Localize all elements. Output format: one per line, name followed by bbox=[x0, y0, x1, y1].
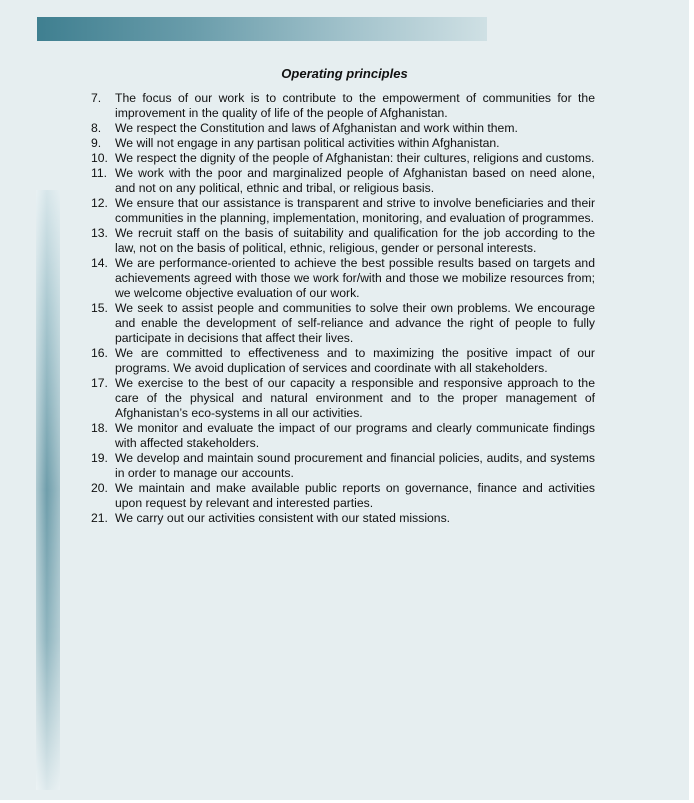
item-number: 15. bbox=[91, 301, 108, 315]
item-number: 14. bbox=[91, 256, 108, 270]
item-text: We respect the dignity of the people of Afghanistan: their cultures, religions and customs. bbox=[115, 151, 595, 165]
item-number: 11. bbox=[91, 166, 108, 180]
item-text: We exercise to the best of our capacity a responsible and responsive approach to the care of the physical and natural environment and to the proper management of Afghanistan’s eco-systems in all our activities. bbox=[115, 376, 595, 420]
item-number: 20. bbox=[91, 481, 108, 495]
item-number: 7. bbox=[91, 91, 102, 105]
item-number: 10. bbox=[91, 151, 108, 165]
principle-item bbox=[91, 346, 595, 376]
header-decorative-band bbox=[37, 17, 487, 41]
item-text: The focus of our work is to contribute to the empowerment of communities for the improvement in the quality of life of the people of Afghanistan. bbox=[115, 91, 595, 120]
item-text: We respect the Constitution and laws of Afghanistan and work within them. bbox=[115, 121, 518, 135]
item-number: 17. bbox=[91, 376, 108, 390]
item-text: We will not engage in any partisan political activities within Afghanistan. bbox=[115, 136, 500, 150]
item-number: 18. bbox=[91, 421, 108, 435]
principle-item bbox=[91, 301, 595, 346]
principle-item bbox=[91, 121, 595, 136]
item-text: We develop and maintain sound procurement and financial policies, audits, and systems in order to manage our accounts. bbox=[115, 451, 595, 480]
side-decorative-band bbox=[36, 190, 60, 790]
principle-item bbox=[91, 226, 595, 256]
principle-item bbox=[91, 166, 595, 196]
item-text: We maintain and make available public reports on governance, finance and activities upon request by relevant and interested parties. bbox=[115, 481, 595, 510]
principle-item bbox=[91, 451, 595, 481]
item-text: We carry out our activities consistent with our stated missions. bbox=[115, 511, 451, 525]
item-number: 9. bbox=[91, 136, 102, 150]
item-text: We ensure that our assistance is transparent and strive to involve beneficiaries and their communities in the planning, implementation, monitoring, and evaluation of programmes. bbox=[115, 196, 595, 225]
section-title: Operating principles bbox=[281, 66, 408, 81]
item-number: 12. bbox=[91, 196, 108, 210]
item-number: 16. bbox=[91, 346, 108, 360]
principle-item bbox=[91, 196, 595, 226]
principle-item bbox=[91, 376, 595, 421]
item-text: We work with the poor and marginalized people of Afghanistan based on need alone, and not on any political, ethnic and tribal, or religious basis. bbox=[115, 166, 595, 195]
item-number: 13. bbox=[91, 226, 108, 240]
item-text: We recruit staff on the basis of suitability and qualification for the job according to the law, not on the basis of political, ethnic, religious, gender or personal interests. bbox=[115, 226, 595, 255]
item-number: 19. bbox=[91, 451, 108, 465]
item-number: 21. bbox=[91, 511, 108, 525]
item-text: We monitor and evaluate the impact of our programs and clearly communicate findings with affected stakeholders. bbox=[115, 421, 595, 450]
principle-item bbox=[91, 91, 595, 121]
item-text: We are performance-oriented to achieve the best possible results based on targets and achievements agreed with those we work for/with and those we mobilize resources from; we welcome objective evaluation of our work. bbox=[115, 256, 595, 300]
principle-item bbox=[91, 511, 595, 526]
principle-item bbox=[91, 256, 595, 301]
principle-item bbox=[91, 421, 595, 451]
principles-list bbox=[91, 91, 595, 526]
principle-item bbox=[91, 136, 595, 151]
principle-item bbox=[91, 481, 595, 511]
item-text: We seek to assist people and communities to solve their own problems. We encourage and enable the development of self-reliance and advance the right of people to fully participate in decisions that affect their lives. bbox=[115, 301, 595, 345]
item-text: We are committed to effectiveness and to maximizing the positive impact of our programs. We avoid duplication of services and coordinate with all stakeholders. bbox=[115, 346, 595, 375]
principle-item bbox=[91, 151, 595, 166]
item-number: 8. bbox=[91, 121, 102, 135]
